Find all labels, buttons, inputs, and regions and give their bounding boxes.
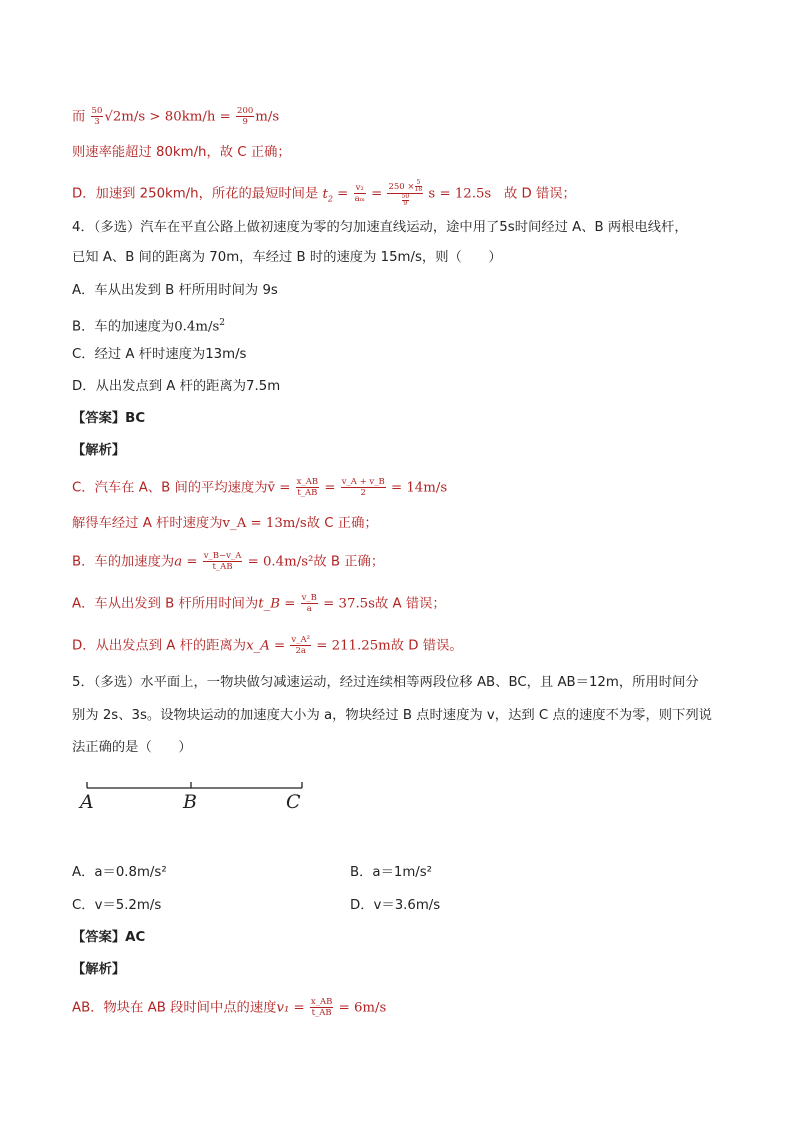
- fraction-vb-va-tab: $\frac{v\_B-v\_A}{t\_AB}$: [203, 551, 242, 572]
- prev-line-1: [72, 106, 279, 128]
- fraction-xab-tab-2: $\frac{x\_AB}{t\_AB}$: [310, 997, 333, 1018]
- fraction-xab-tab: $\frac{x\_AB}{t\_AB}$: [296, 477, 319, 498]
- prev-line-2: 则速率能超过 80km/h，故 C 正确；: [72, 145, 291, 160]
- prev-line-3-tail: 故 D 错误；: [503, 186, 576, 202]
- prev-line-1-unit: m/s: [255, 109, 280, 125]
- q4-analysis-heading: 【解析】: [72, 443, 126, 458]
- fraction-200-9: $\frac{200}{9}$: [237, 106, 254, 127]
- q4-explanation-d: D．从出发点到 A 杆的距离为x_A = $\frac{\text{v\_A²}}{2a}$ = 211.25m故 D 错误。: [72, 635, 463, 656]
- prev-line-1-prefix: 而: [72, 109, 86, 125]
- equals-sign: =: [337, 186, 349, 202]
- q5-explanation-ab: AB．物块在 AB 段时间中点的速度v₁ = $\frac{x\_AB}{t\_AB}$ = 6m/s: [72, 997, 387, 1018]
- t2-symbol: $t_2$: [322, 186, 333, 204]
- prev-line-3-result: s = 12.5s: [428, 186, 492, 202]
- prev-line-1-expr: √2m/s > 80km/h =: [104, 109, 231, 125]
- q5-stem-line-1: 5．（多选）水平面上，一物块做匀减速运动，经过连续相等两段位移 AB、BC，且 AB＝12m，所用时间分: [72, 675, 699, 690]
- label-c: C: [286, 791, 301, 813]
- q5-option-c: C．v＝5.2m/s: [72, 898, 162, 913]
- prev-line-3: [72, 180, 576, 209]
- q4-explanation-b: B．车的加速度为a = $\frac{v\_B-v\_A}{t\_AB}$ = 0.4m/s²故 B 正确；: [72, 551, 385, 572]
- q4-stem-line-1: 4．（多选）汽车在平直公路上做初速度为零的匀加速直线运动，途中用了5s时间经过 A、B 两根电线杆，: [72, 220, 688, 235]
- q5-option-d: D．v＝3.6m/s: [350, 898, 441, 913]
- q4-option-b: B．车的加速度为$0.4m/s^2$: [72, 318, 225, 335]
- fraction-v2-am: $\frac{\text{v₂}}{\text{aₘ}}$: [354, 183, 365, 204]
- fraction-50-3: $\frac{50}{3}$: [91, 106, 103, 127]
- q4-explanation-c1: C．汽车在 A、B 间的平均速度为v̄ = $\frac{x\_AB}{t\_AB}$ = $\frac{v\_A + v\_B}{2}$ = 14m/s: [72, 477, 448, 498]
- q5-option-a: A．a＝0.8m/s²: [72, 865, 167, 880]
- q4-explanation-a: A．车从出发到 B 杆所用时间为t_B = $\frac{v\_B}{a}$ = 37.5s故 A 错误；: [72, 593, 446, 614]
- fraction-nested: 250 × $\frac{5}{18}$ $\frac{50}{9}$: [388, 179, 423, 207]
- fraction-va-vb-2: $\frac{v\_A + v\_B}{2}$: [341, 477, 385, 498]
- equals-sign-2: =: [371, 186, 383, 202]
- label-a: A: [80, 791, 94, 813]
- fraction-vb-a: $\frac{v\_B}{a}$: [301, 593, 317, 614]
- prev-line-3-prefix: D．加速到 250km/h，所花的最短时间是: [72, 186, 319, 202]
- fraction-va2-2a: $\frac{\text{v\_A²}}{2a}$: [291, 635, 311, 656]
- q4-answer: 【答案】BC: [72, 411, 146, 426]
- q5-stem-line-3: 法正确的是（ ）: [72, 740, 192, 755]
- abc-segment-diagram: [72, 772, 322, 822]
- q5-stem-line-2: 别为 2s、3s。设物块运动的加速度大小为 a，物块经过 B 点时速度为 v，达到 C 点的速度不为零，则下列说: [72, 708, 712, 723]
- q4-option-a: A．车从出发到 B 杆所用时间为 9s: [72, 283, 278, 298]
- q5-answer: 【答案】AC: [72, 930, 146, 945]
- label-b: B: [183, 791, 197, 813]
- q4-option-c: C．经过 A 杆时速度为13m/s: [72, 347, 247, 362]
- q5-option-b: B．a＝1m/s²: [350, 865, 433, 880]
- q4-option-d: D．从出发点到 A 杆的距离为7.5m: [72, 379, 281, 394]
- q4-explanation-c2: 解得车经过 A 杆时速度为v_A = 13m/s故 C 正确；: [72, 516, 378, 531]
- q4-stem-line-2: 已知 A、B 间的距离为 70m，车经过 B 时的速度为 15m/s，则（ ）: [72, 250, 502, 265]
- q5-analysis-heading: 【解析】: [72, 962, 126, 977]
